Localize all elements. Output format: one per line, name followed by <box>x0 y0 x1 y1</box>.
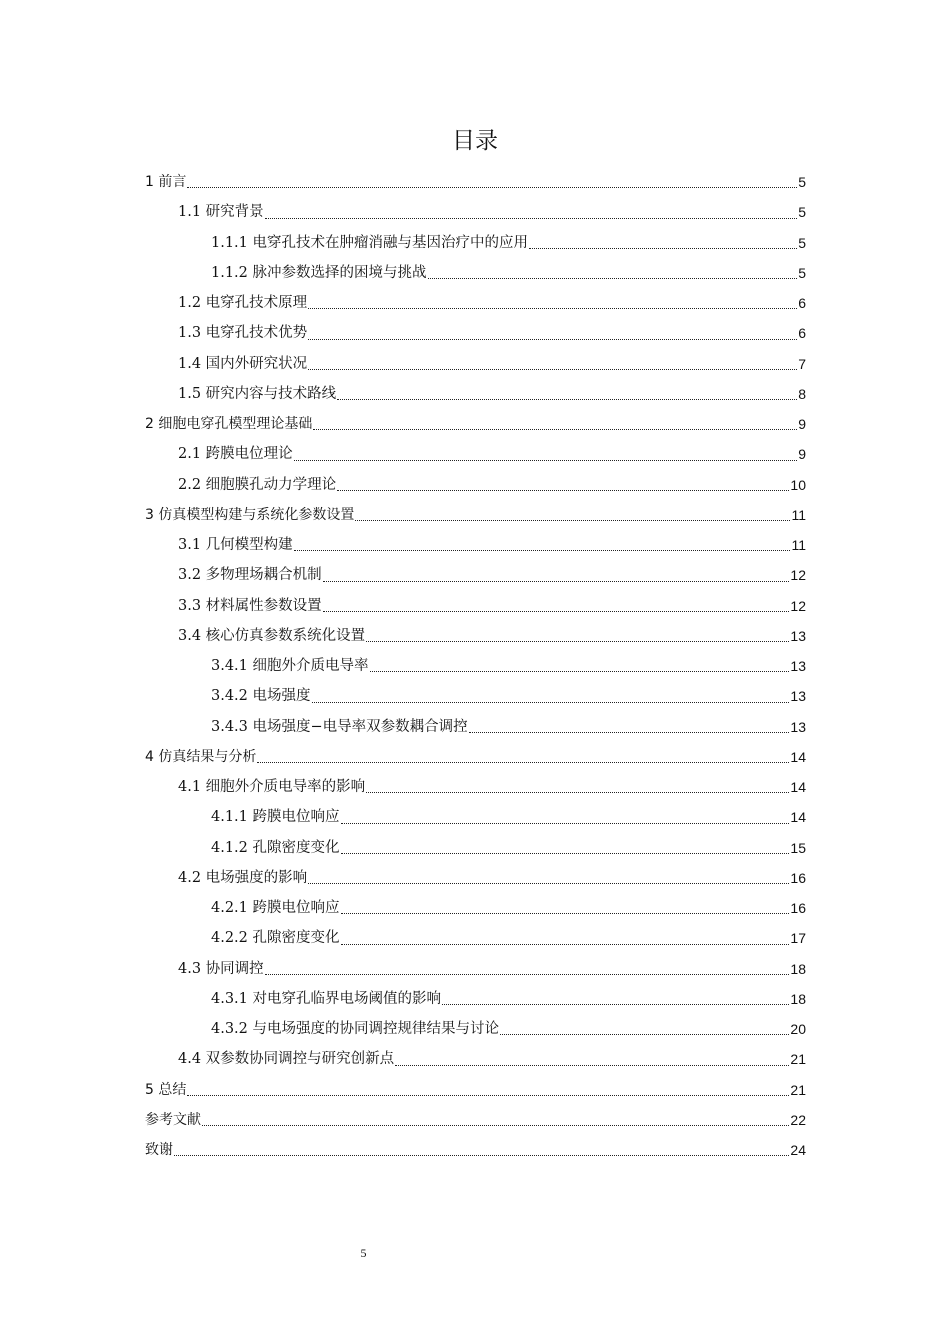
toc-entry[interactable] <box>145 742 806 772</box>
toc-entry-label: 4.2 电场强度的影响 <box>178 869 308 886</box>
toc-entry[interactable] <box>145 984 806 1014</box>
toc-entry-page: 14 <box>790 748 806 765</box>
toc-entry-page: 18 <box>790 990 806 1007</box>
dot-leader <box>265 218 798 219</box>
dot-leader <box>337 490 789 491</box>
toc-entry-label: 2 细胞电穿孔模型理论基础 <box>145 416 313 432</box>
toc-entry-page: 14 <box>790 809 806 826</box>
toc-entry[interactable] <box>145 833 806 863</box>
toc-entry-label: 4.4 双参数协同调控与研究创新点 <box>178 1051 395 1068</box>
toc-entry[interactable] <box>145 349 806 379</box>
toc-entry[interactable] <box>145 167 806 197</box>
toc-entry-label: 4.1 细胞外介质电导率的影响 <box>178 779 366 795</box>
toc-entry[interactable] <box>145 318 806 348</box>
dot-leader <box>428 278 798 279</box>
toc-entry-label: 致谢 <box>145 1142 173 1158</box>
toc-entry-label: 4.2.1 跨膜电位响应 <box>211 900 340 916</box>
toc-entry-label: 4.3 协同调控 <box>178 960 264 977</box>
toc-entry-label: 3 仿真模型构建与系统化参数设置 <box>145 506 355 523</box>
toc-entry[interactable] <box>145 197 806 227</box>
toc-entry-page: 16 <box>790 869 806 886</box>
toc-entry-label: 参考文献 <box>145 1111 201 1128</box>
toc-entry-page: 20 <box>790 1021 806 1037</box>
dot-leader <box>308 339 797 340</box>
toc-entry-label: 1.1.2 脉冲参数选择的困境与挑战 <box>211 264 427 281</box>
toc-entry-page: 5 <box>798 204 806 221</box>
dot-leader <box>366 641 789 642</box>
toc-entry-page: 13 <box>790 658 806 674</box>
dot-leader <box>308 369 797 370</box>
toc-entry-label: 4.3.2 与电场强度的协同调控规律结果与讨论 <box>211 1021 500 1037</box>
toc-entry[interactable] <box>145 712 806 742</box>
toc-entry[interactable] <box>145 258 806 288</box>
dot-leader <box>366 792 789 793</box>
toc-entry-page: 9 <box>798 446 806 463</box>
toc-entry[interactable] <box>145 228 806 258</box>
toc-entry-label: 1.1.1 电穿孔技术在肿瘤消融与基因治疗中的应用 <box>211 234 529 251</box>
toc-entry-page: 12 <box>790 567 806 584</box>
page-title: 目录 <box>452 128 498 154</box>
toc-entry[interactable] <box>145 802 806 832</box>
toc-entry-page: 7 <box>798 355 806 372</box>
toc-entry[interactable] <box>145 379 806 409</box>
toc-entry-label: 3.4.2 电场强度 <box>211 688 311 705</box>
toc-entry[interactable] <box>145 1075 806 1105</box>
toc-entry-page: 6 <box>798 325 806 342</box>
dot-leader <box>308 883 789 884</box>
toc-entry[interactable] <box>145 560 806 590</box>
table-of-contents <box>145 167 806 1165</box>
toc-entry[interactable] <box>145 1044 806 1074</box>
toc-entry-page: 11 <box>791 506 806 523</box>
dot-leader <box>355 520 790 521</box>
toc-entry-label: 3.3 材料属性参数设置 <box>178 597 322 614</box>
toc-entry[interactable] <box>145 954 806 984</box>
toc-entry-page: 14 <box>790 779 806 795</box>
dot-leader <box>469 732 790 733</box>
toc-entry[interactable] <box>145 651 806 681</box>
toc-entry-page: 6 <box>798 295 806 311</box>
toc-entry-page: 15 <box>790 839 806 856</box>
toc-entry-label: 3.2 多物理场耦合机制 <box>178 567 322 584</box>
toc-entry[interactable] <box>145 470 806 500</box>
dot-leader <box>257 762 789 763</box>
toc-entry-page: 21 <box>790 1051 806 1068</box>
dot-leader <box>265 974 790 975</box>
toc-entry[interactable] <box>145 439 806 469</box>
dot-leader <box>341 853 790 854</box>
toc-entry-page: 11 <box>791 537 806 553</box>
dot-leader <box>337 399 797 400</box>
toc-entry-page: 21 <box>790 1081 806 1098</box>
dot-leader <box>323 581 790 582</box>
dot-leader <box>341 823 790 824</box>
toc-entry-page: 5 <box>798 264 806 281</box>
toc-entry-label: 3.4.3 电场强度−电导率双参数耦合调控 <box>211 718 468 735</box>
toc-entry-page: 10 <box>790 476 806 493</box>
toc-entry[interactable] <box>145 772 806 802</box>
dot-leader <box>294 460 798 461</box>
toc-entry-page: 16 <box>790 900 806 916</box>
toc-entry[interactable] <box>145 591 806 621</box>
dot-leader <box>187 187 797 188</box>
dot-leader <box>529 248 797 249</box>
toc-entry[interactable] <box>145 409 806 439</box>
toc-entry-page: 13 <box>790 627 806 644</box>
toc-entry-label: 1.1 研究背景 <box>178 204 264 221</box>
dot-leader <box>442 1004 789 1005</box>
dot-leader <box>312 702 790 703</box>
dot-leader <box>370 671 790 672</box>
dot-leader <box>187 1095 789 1096</box>
dot-leader <box>323 611 790 612</box>
toc-entry-label: 1.2 电穿孔技术原理 <box>178 295 308 311</box>
toc-entry-label: 3.4.1 细胞外介质电导率 <box>211 658 369 674</box>
toc-entry-label: 4.3.1 对电穿孔临界电场阈值的影响 <box>211 990 442 1007</box>
toc-entry-label: 2.2 细胞膜孔动力学理论 <box>178 476 337 493</box>
dot-leader <box>313 429 797 430</box>
toc-entry[interactable] <box>145 923 806 953</box>
dot-leader <box>202 1125 789 1126</box>
toc-entry[interactable] <box>145 863 806 893</box>
toc-entry-page: 17 <box>790 930 806 947</box>
toc-entry[interactable] <box>145 1105 806 1135</box>
dot-leader <box>341 913 790 914</box>
toc-entry-page: 8 <box>798 385 806 402</box>
toc-entry-page: 12 <box>790 597 806 614</box>
toc-entry-label: 2.1 跨膜电位理论 <box>178 446 293 463</box>
toc-entry[interactable] <box>145 621 806 651</box>
toc-entry-page: 18 <box>790 960 806 977</box>
toc-entry-page: 22 <box>790 1111 806 1128</box>
toc-entry-label: 1.3 电穿孔技术优势 <box>178 325 308 342</box>
toc-entry-page: 5 <box>798 174 806 190</box>
dot-leader <box>500 1034 789 1035</box>
toc-entry[interactable] <box>145 1135 806 1165</box>
dot-leader <box>174 1155 789 1156</box>
toc-entry-page: 13 <box>790 688 806 705</box>
dot-leader <box>294 550 791 551</box>
toc-entry-label: 4.1.2 孔隙密度变化 <box>211 839 340 856</box>
toc-entry-label: 4.1.1 跨膜电位响应 <box>211 809 340 826</box>
toc-entry[interactable] <box>145 681 806 711</box>
toc-entry-page: 13 <box>790 718 806 735</box>
dot-leader <box>395 1065 789 1066</box>
toc-entry-page: 5 <box>798 234 806 251</box>
toc-entry-label: 4.2.2 孔隙密度变化 <box>211 930 340 947</box>
toc-entry-label: 3.1 几何模型构建 <box>178 537 293 553</box>
toc-entry-label: 3.4 核心仿真参数系统化设置 <box>178 627 366 644</box>
toc-entry[interactable] <box>145 500 806 530</box>
page-number: 5 <box>360 1246 367 1260</box>
toc-entry-label: 1.4 国内外研究状况 <box>178 355 308 372</box>
toc-entry-label: 1.5 研究内容与技术路线 <box>178 385 337 402</box>
toc-entry-page: 9 <box>798 416 806 432</box>
dot-leader <box>341 944 790 945</box>
toc-entry[interactable] <box>145 288 806 318</box>
toc-entry[interactable] <box>145 1014 806 1044</box>
toc-entry[interactable] <box>145 530 806 560</box>
toc-entry-page: 24 <box>790 1142 806 1158</box>
toc-entry-label: 4 仿真结果与分析 <box>145 748 257 765</box>
toc-entry-label: 1 前言 <box>145 174 187 190</box>
toc-entry[interactable] <box>145 893 806 923</box>
dot-leader <box>308 308 797 309</box>
toc-entry-label: 5 总结 <box>145 1081 187 1098</box>
